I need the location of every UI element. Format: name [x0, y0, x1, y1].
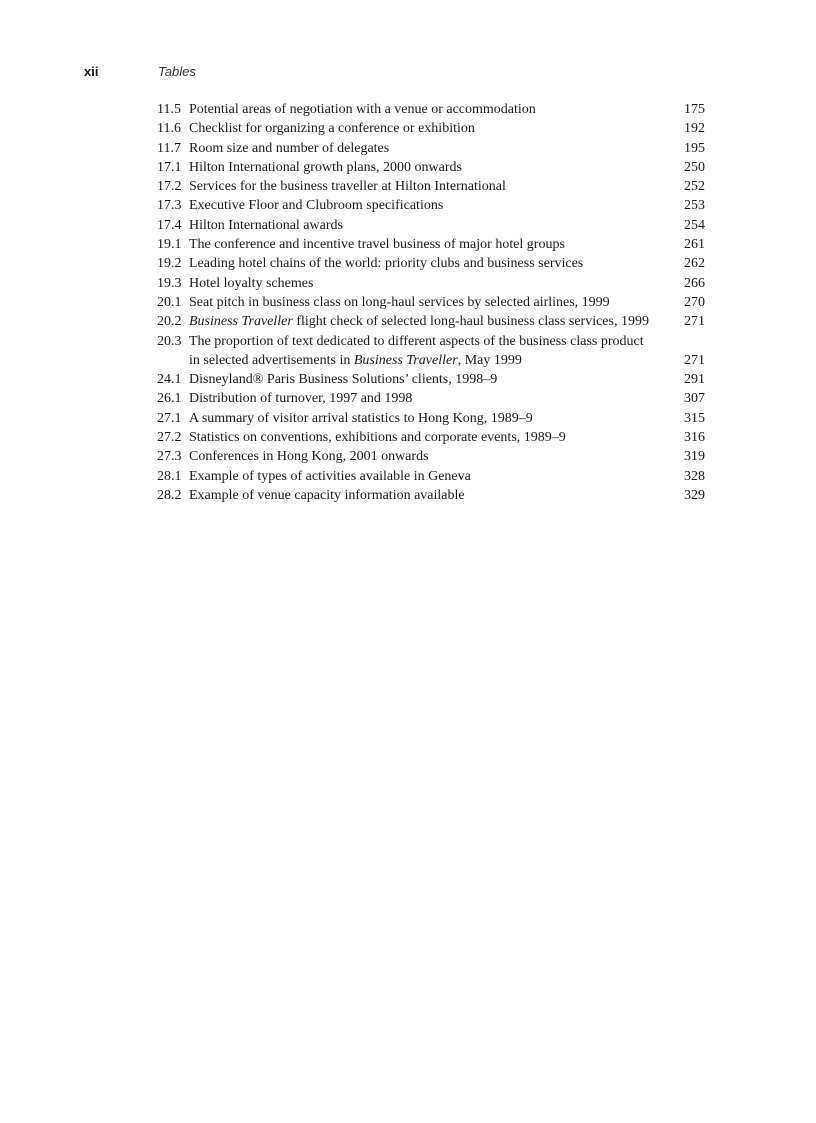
table-title [189, 332, 653, 371]
table-title: Hilton International growth plans, 2000 onwards [189, 159, 462, 175]
page-number: 254 [684, 217, 705, 233]
list-item[interactable] [157, 293, 705, 312]
table-title: Example of types of activities available in Geneva [189, 468, 471, 484]
list-item[interactable] [157, 428, 705, 447]
list-item[interactable] [157, 119, 705, 138]
page-folio: xii [84, 64, 99, 79]
page-number: 195 [684, 140, 705, 156]
list-item[interactable] [157, 177, 705, 196]
table-number: 20.2 [157, 314, 182, 330]
table-title: Services for the business traveller at Hilton International [189, 179, 506, 195]
table-number: 11.6 [157, 121, 181, 137]
table-title: Potential areas of negotiation with a venue or accommodation [189, 102, 536, 117]
table-title: Distribution of turnover, 1997 and 1998 [189, 391, 413, 407]
list-item[interactable] [157, 216, 705, 235]
table-title: Conferences in Hong Kong, 2001 onwards [189, 449, 429, 465]
table-number: 28.1 [157, 468, 182, 484]
table-number: 11.5 [157, 102, 181, 117]
table-number: 19.3 [157, 275, 182, 291]
table-title: Seat pitch in business class on long-haul services by selected airlines, 1999 [189, 294, 610, 310]
list-item[interactable] [157, 486, 705, 505]
page-number: 329 [684, 487, 705, 503]
table-title: Hilton International awards [189, 217, 343, 233]
table-title: Checklist for organizing a conference or exhibition [189, 121, 475, 137]
table-number: 20.3 [157, 333, 182, 349]
table-number: 26.1 [157, 391, 182, 407]
table-title-suffix: , May 1999 [457, 352, 522, 368]
table-title: The conference and incentive travel business of major hotel groups [189, 237, 565, 253]
list-item[interactable] [157, 158, 705, 177]
table-title: Executive Floor and Clubroom specifications [189, 198, 444, 214]
table-title-text: flight check of selected long-haul business class services, 1999 [292, 314, 649, 330]
page-number: 266 [684, 275, 705, 291]
page-number: 315 [684, 410, 705, 426]
table-number: 27.3 [157, 449, 182, 465]
table-title-text: The proportion of text dedicated to different aspects of the business class product in selected advertisements in [189, 333, 644, 368]
table-number: 24.1 [157, 372, 182, 388]
page-number: 291 [684, 372, 705, 388]
table-number: 11.7 [157, 140, 181, 156]
page-number: 175 [684, 102, 705, 117]
table-title [189, 312, 653, 331]
table-title: Statistics on conventions, exhibitions and corporate events, 1989–9 [189, 430, 566, 446]
table-number: 17.3 [157, 198, 182, 214]
list-item[interactable] [157, 235, 705, 254]
table-title: Leading hotel chains of the world: priority clubs and business services [189, 256, 584, 272]
page-number: 270 [684, 294, 705, 310]
page-number: 250 [684, 159, 705, 175]
list-item[interactable] [157, 409, 705, 428]
table-title: A summary of visitor arrival statistics to Hong Kong, 1989–9 [189, 410, 533, 426]
list-item[interactable] [157, 467, 705, 486]
list-item[interactable] [157, 196, 705, 215]
list-item[interactable] [157, 274, 705, 293]
page-number: 252 [684, 179, 705, 195]
list-item[interactable] [157, 389, 705, 408]
section-title: Tables [158, 64, 196, 79]
publication-title: Business Traveller [189, 314, 293, 330]
table-number: 17.4 [157, 217, 182, 233]
list-item[interactable] [157, 254, 705, 273]
table-title: Room size and number of delegates [189, 140, 390, 156]
list-item[interactable] [157, 447, 705, 466]
page-number: 262 [684, 256, 705, 272]
list-item[interactable] [157, 370, 705, 389]
list-item[interactable] [157, 332, 705, 371]
list-item[interactable] [157, 100, 705, 119]
list-item[interactable] [157, 312, 705, 331]
table-title: Example of venue capacity information available [189, 487, 465, 503]
table-number: 28.2 [157, 487, 182, 503]
table-number: 17.1 [157, 159, 182, 175]
page-number: 271 [684, 314, 705, 330]
running-head [84, 64, 704, 82]
table-number: 27.1 [157, 410, 182, 426]
table-title: Hotel loyalty schemes [189, 275, 314, 291]
page-number: 192 [684, 121, 705, 137]
table-number: 20.1 [157, 294, 182, 310]
page-number: 316 [684, 430, 705, 446]
table-title: Disneyland® Paris Business Solutions’ clients, 1998–9 [189, 372, 498, 388]
table-number: 19.2 [157, 256, 182, 272]
table-list [157, 100, 705, 505]
table-number: 17.2 [157, 179, 182, 195]
page-number: 261 [684, 237, 705, 253]
publication-title: Business Traveller [353, 352, 458, 368]
list-item[interactable] [157, 139, 705, 158]
page-number: 271 [684, 352, 705, 368]
table-number: 27.2 [157, 430, 182, 446]
page-number: 253 [684, 198, 705, 214]
table-number: 19.1 [157, 237, 182, 253]
page-number: 328 [684, 468, 705, 484]
page-number: 319 [684, 449, 705, 465]
page-number: 307 [684, 391, 705, 407]
